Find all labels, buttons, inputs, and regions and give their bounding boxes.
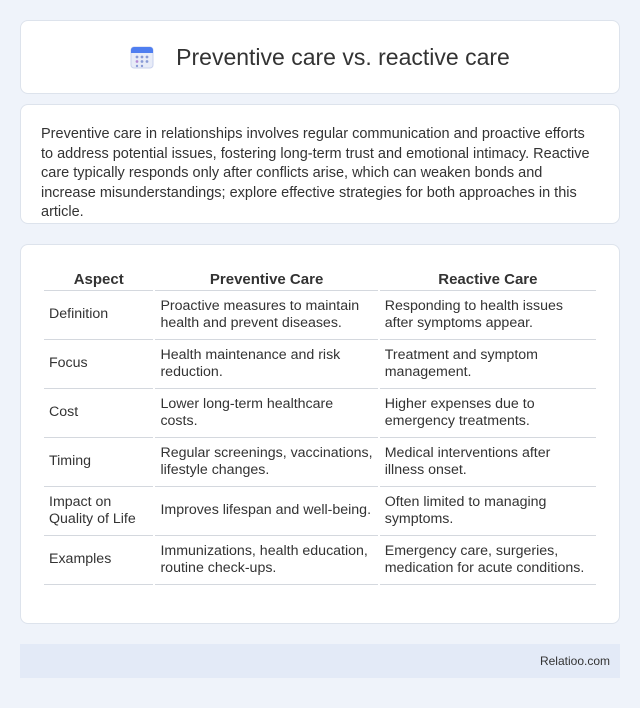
cell-preventive: Health maintenance and risk reduction. (155, 340, 377, 389)
cell-preventive: Lower long-term healthcare costs. (155, 389, 377, 438)
table-row (44, 487, 596, 536)
table-header-row (44, 265, 596, 291)
comparison-table (42, 265, 598, 585)
cell-reactive: Emergency care, surgeries, medication for acute conditions. (380, 536, 596, 585)
table-row (44, 438, 596, 487)
header-reactive-care: Reactive Care (380, 265, 596, 291)
cell-preventive: Proactive measures to maintain health and prevent diseases. (155, 291, 377, 340)
calendar-icon (130, 45, 154, 69)
cell-aspect: Impact on Quality of Life (44, 487, 153, 536)
cell-aspect: Definition (44, 291, 153, 340)
cell-reactive: Often limited to managing symptoms. (380, 487, 596, 536)
header-preventive-care: Preventive Care (155, 265, 377, 291)
table-row (44, 291, 596, 340)
footer (20, 644, 620, 678)
cell-aspect: Examples (44, 536, 153, 585)
cell-reactive: Higher expenses due to emergency treatments. (380, 389, 596, 438)
cell-preventive: Improves lifespan and well-being. (155, 487, 377, 536)
table-row (44, 389, 596, 438)
cell-aspect: Cost (44, 389, 153, 438)
cell-reactive: Responding to health issues after symptoms appear. (380, 291, 596, 340)
intro-card (20, 104, 620, 224)
cell-preventive: Immunizations, health education, routine check-ups. (155, 536, 377, 585)
cell-aspect: Timing (44, 438, 153, 487)
title-card (20, 20, 620, 94)
intro-text: Preventive care in relationships involves regular communication and proactive efforts to address potential issues, fostering long-term trust and emotional intimacy. Reactive care typically responds only after conflicts arise, which can weaken bonds and increase misunderstandings; explore effective strategies for both approaches in this article. (41, 126, 590, 220)
header-aspect: Aspect (44, 265, 153, 291)
cell-aspect: Focus (44, 340, 153, 389)
footer-brand[interactable]: Relatioo.com (539, 654, 610, 668)
table-row (44, 340, 596, 389)
cell-reactive: Treatment and symptom management. (380, 340, 596, 389)
table-row (44, 536, 596, 585)
cell-preventive: Regular screenings, vaccinations, lifestyle changes. (155, 438, 377, 487)
cell-reactive: Medical interventions after illness onset. (380, 438, 596, 487)
page-title: Preventive care vs. reactive care (176, 43, 510, 70)
comparison-table-card (20, 244, 620, 624)
